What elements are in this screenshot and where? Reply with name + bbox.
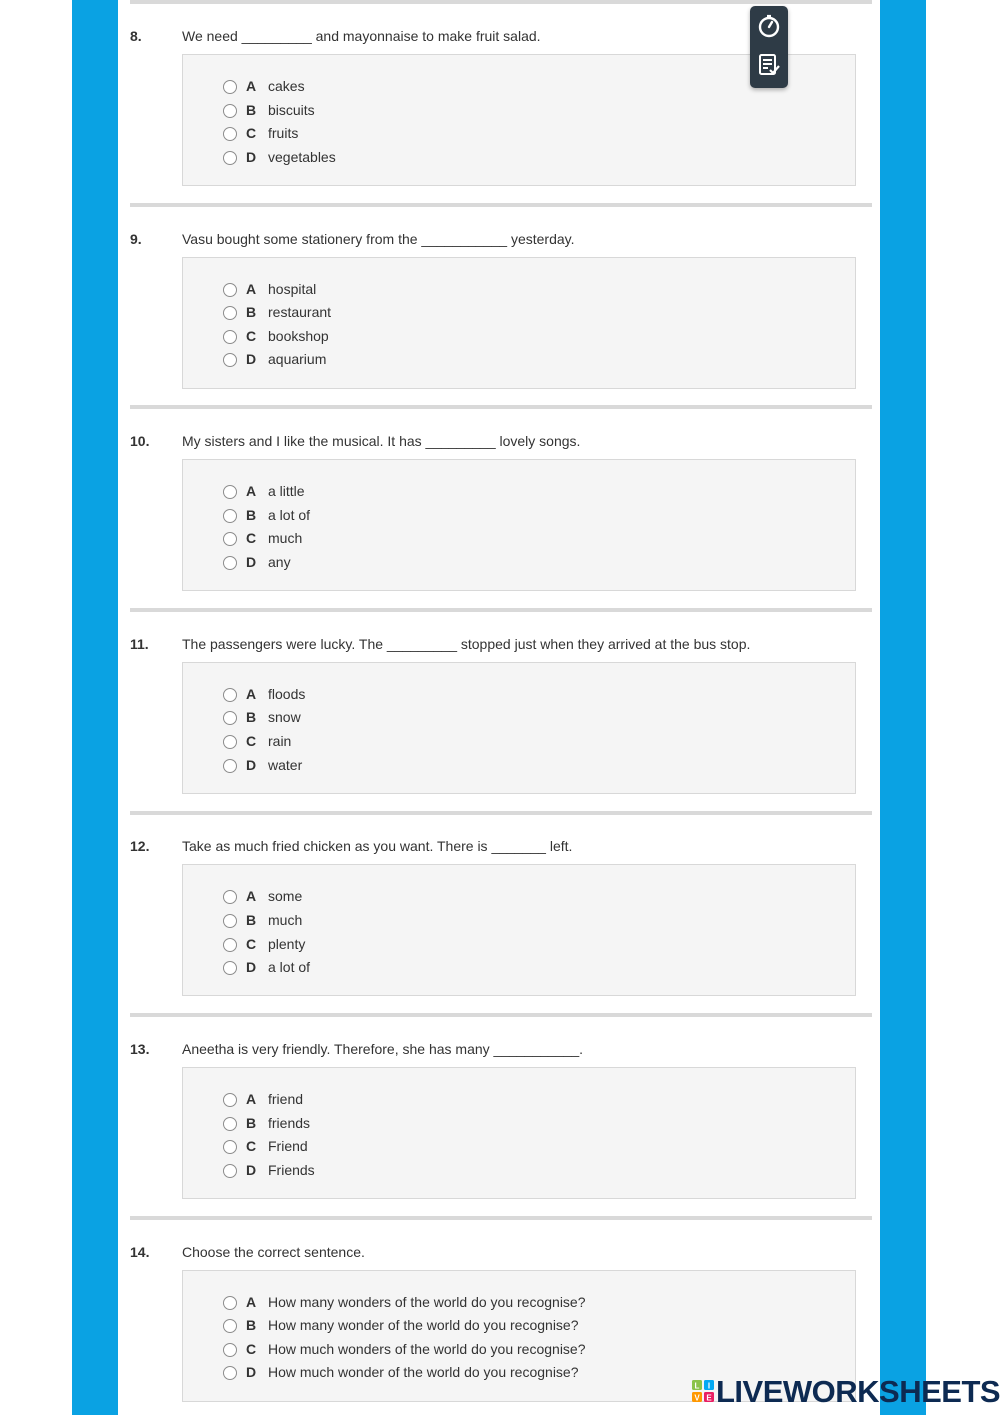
radio-button[interactable] [223, 1343, 237, 1357]
option-letter: A [246, 888, 257, 905]
radio-button[interactable] [223, 330, 237, 344]
radio-button[interactable] [223, 485, 237, 499]
question-text: Vasu bought some stationery from the ___________ yesterday. [182, 230, 575, 247]
svg-text:V: V [694, 1393, 700, 1402]
question-text: Take as much fried chicken as you want. There is _______ left. [182, 838, 573, 855]
radio-button[interactable] [223, 283, 237, 297]
options-box [182, 662, 856, 794]
option-label: water [268, 756, 303, 773]
option-letter: A [246, 483, 257, 500]
radio-button[interactable] [223, 1164, 237, 1178]
radio-button[interactable] [223, 1366, 237, 1380]
question-number: 12. [130, 838, 150, 855]
option-label: Friend [268, 1138, 308, 1155]
question-block [0, 1017, 1000, 1220]
option-letter: B [246, 709, 257, 726]
option-label: friend [268, 1091, 304, 1107]
radio-button[interactable] [223, 1140, 237, 1154]
question-number: 9. [130, 230, 142, 247]
option-label: snow [268, 709, 301, 726]
question-text: The passengers were lucky. The _________ stopped just when they arrived at the bus stop. [182, 635, 751, 652]
timer-icon[interactable] [756, 13, 782, 39]
brand-name: LIVEWORKSHEETS [716, 1374, 1000, 1409]
radio-button[interactable] [223, 1319, 237, 1333]
tool-panel [750, 6, 788, 88]
logo-badge-icon [692, 1380, 714, 1402]
option-letter: B [246, 911, 257, 928]
radio-button[interactable] [223, 890, 237, 904]
question-block [0, 4, 1000, 207]
option-letter: A [246, 280, 257, 297]
options-box [182, 1067, 856, 1199]
options-box [182, 459, 856, 591]
option-label: How many wonder of the world do you recognise? [268, 1317, 579, 1334]
radio-button[interactable] [223, 759, 237, 773]
option-label: How much wonder of the world do you recognise? [268, 1364, 579, 1381]
option-label: much [268, 530, 303, 547]
question-block [0, 409, 1000, 612]
option-letter: C [246, 1138, 257, 1155]
option-letter: A [246, 78, 257, 94]
question-number: 10. [130, 433, 150, 450]
radio-button[interactable] [223, 80, 237, 94]
option-letter: C [246, 530, 257, 547]
option-label: a little [268, 483, 305, 500]
option-label: rain [268, 732, 292, 749]
option-letter: B [246, 506, 257, 523]
question-number: 11. [130, 635, 149, 652]
option-label: any [268, 553, 291, 570]
option-label: much [268, 911, 303, 928]
option-letter: D [246, 959, 257, 976]
radio-button[interactable] [223, 735, 237, 749]
options-box [182, 257, 856, 389]
question-text: We need _________ and mayonnaise to make fruit salad. [182, 28, 541, 44]
option-label: restaurant [268, 304, 332, 321]
radio-button[interactable] [223, 127, 237, 141]
radio-button[interactable] [223, 151, 237, 165]
option-letter: D [246, 756, 257, 773]
radio-button[interactable] [223, 353, 237, 367]
option-letter: C [246, 327, 257, 344]
radio-button[interactable] [223, 1117, 237, 1131]
radio-button[interactable] [223, 1093, 237, 1107]
svg-text:E: E [706, 1393, 712, 1402]
option-label: How many wonders of the world do you recognise? [268, 1293, 586, 1310]
option-label: bookshop [268, 327, 329, 344]
radio-button[interactable] [223, 306, 237, 320]
option-letter: A [246, 1293, 257, 1310]
option-label: aquarium [268, 351, 327, 368]
svg-text:I: I [707, 1381, 711, 1391]
radio-button[interactable] [223, 532, 237, 546]
option-letter: D [246, 1364, 257, 1381]
option-letter: B [246, 1114, 257, 1131]
question-number: 13. [130, 1041, 150, 1057]
option-label: cakes [268, 78, 305, 94]
radio-button[interactable] [223, 914, 237, 928]
option-letter: C [246, 935, 257, 952]
question-number: 8. [130, 28, 142, 44]
option-letter: C [246, 1340, 257, 1357]
options-box [182, 864, 856, 996]
option-letter: C [246, 732, 257, 749]
radio-button[interactable] [223, 711, 237, 725]
radio-button[interactable] [223, 938, 237, 952]
option-label: friends [268, 1114, 311, 1131]
radio-button[interactable] [223, 556, 237, 570]
radio-button[interactable] [223, 104, 237, 118]
question-text: My sisters and I like the musical. It has _________ lovely songs. [182, 433, 581, 450]
option-letter: A [246, 1091, 257, 1107]
radio-button[interactable] [223, 1296, 237, 1310]
option-letter: B [246, 1317, 257, 1334]
option-label: How much wonders of the world do you recognise? [268, 1340, 586, 1357]
option-letter: C [246, 125, 257, 142]
option-label: biscuits [268, 101, 315, 118]
question-text: Aneetha is very friendly. Therefore, she has many ___________. [182, 1041, 584, 1057]
question-block [0, 814, 1000, 1017]
question-text: Choose the correct sentence. [182, 1243, 365, 1260]
question-block [0, 207, 1000, 410]
option-label: a lot of [268, 959, 311, 976]
option-label: fruits [268, 125, 299, 142]
option-letter: B [246, 304, 257, 321]
question-block [0, 612, 1000, 815]
svg-text:L: L [694, 1381, 700, 1391]
option-letter: D [246, 1161, 257, 1178]
question-number: 14. [130, 1243, 150, 1260]
option-letter: D [246, 553, 257, 570]
option-label: floods [268, 685, 306, 702]
checklist-icon[interactable] [756, 52, 782, 78]
option-letter: D [246, 351, 257, 368]
option-label: plenty [268, 935, 306, 952]
option-letter: D [246, 148, 257, 165]
radio-button[interactable] [223, 688, 237, 702]
option-label: some [268, 888, 303, 905]
option-label: a lot of [268, 506, 311, 523]
option-letter: A [246, 685, 257, 702]
option-label: Friends [268, 1161, 315, 1178]
option-label: vegetables [268, 148, 336, 165]
radio-button[interactable] [223, 509, 237, 523]
radio-button[interactable] [223, 961, 237, 975]
option-label: hospital [268, 280, 317, 297]
option-letter: B [246, 101, 257, 118]
